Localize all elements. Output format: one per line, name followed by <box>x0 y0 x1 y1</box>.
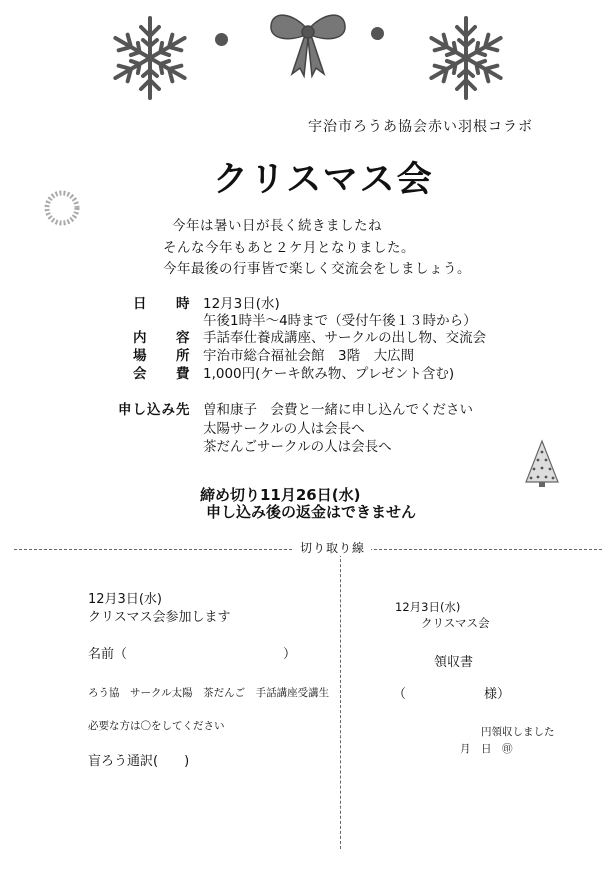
name-field[interactable]: 名前（ ） <box>88 647 297 662</box>
christmas-tree-icon <box>520 438 564 490</box>
fee-value: 1,000円(ケーキ飲み物、プレゼント含む) <box>203 366 455 382</box>
cut-line-vertical <box>340 549 341 849</box>
page-title: クリスマス会 <box>213 159 434 200</box>
content-value: 手話奉仕養成講座、サークルの出し物、交流会 <box>203 330 487 346</box>
intro-line-2: そんな今年もあと２ケ月となりました。 <box>163 240 415 256</box>
apply-value-2: 太陽サークルの人は会長へ <box>203 421 365 437</box>
content-label: 内 容 <box>133 330 198 346</box>
ribbon-bow-icon <box>268 8 348 80</box>
form-note: 必要な方は〇をしてください <box>88 720 225 732</box>
intro-line-1: 今年は暑い日が長く続きましたね <box>172 218 382 234</box>
place-label: 場 所 <box>133 348 198 364</box>
intro-line-3: 今年最後の行事皆で楽しく交流会をしましょう。 <box>163 261 471 277</box>
ornament-dot-icon <box>371 27 384 40</box>
wreath-icon <box>40 186 84 230</box>
cut-label: 切り取り線 <box>294 539 371 556</box>
ornament-dot-icon <box>215 33 228 46</box>
apply-label: 申し込み先 <box>118 402 191 418</box>
receipt-title: 領収書 <box>434 655 474 670</box>
snowflake-icon <box>110 12 190 104</box>
collab-line: 宇治市ろうあ協会赤い羽根コラボ <box>308 119 533 135</box>
receipt-received: 円領収しました <box>481 726 555 738</box>
deadline-note: 申し込み後の返金はできません <box>206 503 417 521</box>
receipt-date: 12月3日(水) <box>395 600 461 614</box>
receipt-event: クリスマス会 <box>421 616 490 630</box>
group-options[interactable]: ろう協 サークル太陽 茶だんご 手話講座受講生 <box>88 687 330 699</box>
apply-value-1: 曽和康子 会費と一緒に申し込んでください <box>203 402 473 418</box>
date-value: 12月3日(水) <box>203 296 280 312</box>
interpreter-field[interactable]: 盲ろう通訳( ) <box>88 754 190 769</box>
form-attend: クリスマス会参加します <box>88 610 231 625</box>
receipt-recipient[interactable]: （ 様） <box>393 687 511 702</box>
apply-value-3: 茶だんごサークルの人は会長へ <box>203 439 392 455</box>
date-label: 日 時 <box>133 296 198 312</box>
snowflake-icon <box>426 12 506 104</box>
form-date: 12月3日(水) <box>88 592 162 607</box>
receipt-date-stamp: 月 日 ㊞ <box>460 743 513 755</box>
deadline-date: 締め切り11月26日(水) <box>200 486 361 504</box>
time-value: 午後1時半～4時まで（受付午後１３時から） <box>203 313 477 329</box>
place-value: 宇治市総合福祉会館 3階 大広間 <box>203 348 415 364</box>
fee-label: 会 費 <box>133 366 198 382</box>
